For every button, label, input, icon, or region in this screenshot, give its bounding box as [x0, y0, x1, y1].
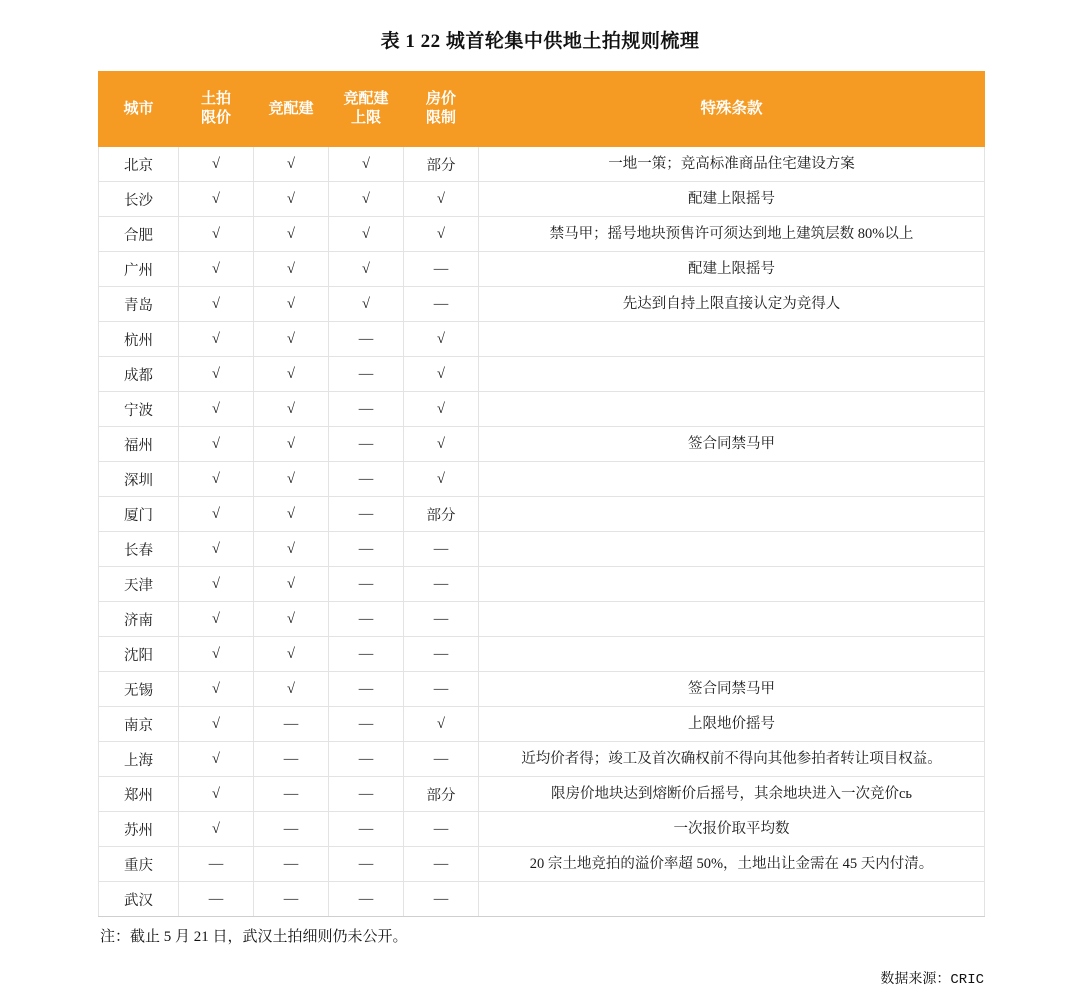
cell-house-price-limit: —: [404, 812, 479, 847]
cell-bid-build-cap: √: [329, 147, 404, 182]
cell-bid-build-cap: —: [329, 602, 404, 637]
cell-house-price-limit: √: [404, 322, 479, 357]
table-row: [99, 322, 985, 357]
cell-city: 天津: [99, 567, 179, 602]
table-note: 注：截止 5 月 21 日，武汉土拍细则仍未公开。: [100, 929, 408, 945]
cell-price-cap: √: [179, 217, 254, 252]
cell-city: 深圳: [99, 462, 179, 497]
cell-price-cap: √: [179, 392, 254, 427]
cell-city: 长沙: [99, 182, 179, 217]
cell-bid-build-cap: √: [329, 217, 404, 252]
cell-house-price-limit: √: [404, 357, 479, 392]
cell-price-cap: √: [179, 357, 254, 392]
table-header-row: [99, 72, 985, 147]
cell-bid-build-cap: —: [329, 637, 404, 672]
data-source: [0, 968, 984, 988]
cell-bid-build: —: [254, 707, 329, 742]
table-row: [99, 812, 985, 847]
cell-special-terms: 配建上限摇号: [479, 182, 985, 217]
cell-price-cap: √: [179, 672, 254, 707]
cell-special-terms: [479, 497, 985, 532]
cell-house-price-limit: —: [404, 532, 479, 567]
cell-bid-build-cap: —: [329, 812, 404, 847]
cell-price-cap: √: [179, 462, 254, 497]
table-row: [99, 532, 985, 567]
table-row: [99, 427, 985, 462]
cell-city: 重庆: [99, 847, 179, 882]
column-header-bid-build-cap: [329, 72, 404, 147]
cell-house-price-limit: —: [404, 672, 479, 707]
cell-special-terms: 一地一策；竞高标准商品住宅建设方案: [479, 147, 985, 182]
cell-bid-build: —: [254, 847, 329, 882]
cell-bid-build-cap: —: [329, 672, 404, 707]
cell-special-terms: 近均价者得；竣工及首次确权前不得向其他参拍者转让项目权益。: [479, 742, 985, 777]
cell-price-cap: √: [179, 567, 254, 602]
cell-price-cap: √: [179, 532, 254, 567]
column-header-house-price-line1: 房价: [425, 91, 456, 108]
cell-bid-build: √: [254, 567, 329, 602]
cell-special-terms: [479, 532, 985, 567]
cell-bid-build-cap: √: [329, 182, 404, 217]
cell-city: 福州: [99, 427, 179, 462]
cell-special-terms: 禁马甲；摇号地块预售许可须达到地上建筑层数 80%以上: [479, 217, 985, 252]
table-row: [99, 672, 985, 707]
table-row: [99, 357, 985, 392]
column-header-price-cap-line1: 土拍: [200, 91, 231, 108]
table-row: [99, 497, 985, 532]
table-row: [99, 882, 985, 917]
cell-bid-build: √: [254, 217, 329, 252]
cell-city: 武汉: [99, 882, 179, 917]
cell-price-cap: —: [179, 847, 254, 882]
cell-house-price-limit: —: [404, 882, 479, 917]
data-source-label: 数据来源：: [880, 972, 951, 987]
data-source-value: CRIC: [950, 972, 984, 988]
cell-city: 南京: [99, 707, 179, 742]
cell-price-cap: √: [179, 252, 254, 287]
cell-special-terms: [479, 882, 985, 917]
column-header-price-cap: [179, 72, 254, 147]
cell-price-cap: √: [179, 812, 254, 847]
cell-special-terms: 签合同禁马甲: [479, 427, 985, 462]
cell-bid-build: √: [254, 462, 329, 497]
cell-bid-build: √: [254, 602, 329, 637]
table-row: [99, 182, 985, 217]
cell-price-cap: √: [179, 427, 254, 462]
cell-house-price-limit: 部分: [404, 497, 479, 532]
cell-city: 郑州: [99, 777, 179, 812]
cell-bid-build: —: [254, 742, 329, 777]
cell-special-terms: [479, 462, 985, 497]
cell-bid-build-cap: —: [329, 707, 404, 742]
cell-special-terms: 限房价地块达到熔断价后摇号，其余地块进入一次竞价сь: [479, 777, 985, 812]
column-header-special-terms: 特殊条款: [479, 72, 985, 147]
cell-city: 苏州: [99, 812, 179, 847]
cell-bid-build: —: [254, 812, 329, 847]
cell-city: 宁波: [99, 392, 179, 427]
cell-house-price-limit: √: [404, 182, 479, 217]
table-row: [99, 147, 985, 182]
cell-bid-build: √: [254, 427, 329, 462]
cell-bid-build-cap: —: [329, 427, 404, 462]
cell-city: 杭州: [99, 322, 179, 357]
table-row: [99, 392, 985, 427]
cell-house-price-limit: √: [404, 217, 479, 252]
cell-city: 厦门: [99, 497, 179, 532]
table-row: [99, 847, 985, 882]
cell-price-cap: √: [179, 497, 254, 532]
cell-bid-build-cap: √: [329, 287, 404, 322]
column-header-bid-build-cap-line2: 上限: [350, 110, 381, 126]
cell-bid-build: √: [254, 497, 329, 532]
cell-special-terms: 上限地价摇号: [479, 707, 985, 742]
cell-price-cap: √: [179, 287, 254, 322]
cell-bid-build-cap: —: [329, 392, 404, 427]
cell-price-cap: √: [179, 602, 254, 637]
cell-bid-build: √: [254, 672, 329, 707]
cell-bid-build: √: [254, 357, 329, 392]
cell-city: 沈阳: [99, 637, 179, 672]
cell-special-terms: [479, 637, 985, 672]
cell-price-cap: √: [179, 637, 254, 672]
cell-house-price-limit: √: [404, 392, 479, 427]
cell-special-terms: 20 宗土地竞拍的溢价率超 50%，土地出让金需在 45 天内付清。: [479, 847, 985, 882]
cell-city: 长春: [99, 532, 179, 567]
cell-price-cap: √: [179, 182, 254, 217]
cell-bid-build: √: [254, 287, 329, 322]
cell-house-price-limit: √: [404, 462, 479, 497]
cell-special-terms: 先达到自持上限直接认定为竞得人: [479, 287, 985, 322]
cell-house-price-limit: —: [404, 847, 479, 882]
cell-house-price-limit: √: [404, 427, 479, 462]
cell-bid-build: √: [254, 392, 329, 427]
cell-bid-build: —: [254, 882, 329, 917]
table-row: [99, 602, 985, 637]
cell-bid-build-cap: —: [329, 847, 404, 882]
cell-bid-build-cap: —: [329, 322, 404, 357]
cell-city: 济南: [99, 602, 179, 637]
cell-bid-build: √: [254, 637, 329, 672]
cell-price-cap: √: [179, 147, 254, 182]
cell-special-terms: [479, 322, 985, 357]
cell-house-price-limit: —: [404, 567, 479, 602]
cell-special-terms: [479, 392, 985, 427]
cell-bid-build-cap: —: [329, 532, 404, 567]
table-row: [99, 462, 985, 497]
cell-house-price-limit: √: [404, 707, 479, 742]
column-header-house-price-line2: 限制: [425, 110, 456, 126]
cell-bid-build: √: [254, 147, 329, 182]
cell-city: 无锡: [99, 672, 179, 707]
cell-price-cap: √: [179, 742, 254, 777]
cell-bid-build-cap: —: [329, 882, 404, 917]
cell-city: 上海: [99, 742, 179, 777]
cell-bid-build-cap: —: [329, 497, 404, 532]
table-row: [99, 287, 985, 322]
column-header-city: 城市: [99, 72, 179, 147]
cell-special-terms: 签合同禁马甲: [479, 672, 985, 707]
cell-house-price-limit: —: [404, 602, 479, 637]
cell-special-terms: 一次报价取平均数: [479, 812, 985, 847]
cell-special-terms: [479, 357, 985, 392]
table-row: [99, 217, 985, 252]
cell-special-terms: [479, 602, 985, 637]
table-row: [99, 252, 985, 287]
cell-house-price-limit: —: [404, 252, 479, 287]
cell-bid-build-cap: —: [329, 567, 404, 602]
cell-city: 青岛: [99, 287, 179, 322]
cell-bid-build: √: [254, 532, 329, 567]
cell-price-cap: —: [179, 882, 254, 917]
cell-bid-build-cap: —: [329, 462, 404, 497]
column-header-house-price-limit: [404, 72, 479, 147]
cell-bid-build: √: [254, 252, 329, 287]
table-row: [99, 567, 985, 602]
column-header-price-cap-line2: 限价: [200, 110, 231, 126]
cell-house-price-limit: 部分: [404, 147, 479, 182]
cell-price-cap: √: [179, 707, 254, 742]
cell-bid-build: √: [254, 182, 329, 217]
table-row: [99, 777, 985, 812]
column-header-bid-build-cap-line1: 竞配建: [343, 91, 389, 108]
table-row: [99, 707, 985, 742]
table-body: [99, 147, 985, 917]
cell-house-price-limit: 部分: [404, 777, 479, 812]
cell-special-terms: [479, 567, 985, 602]
cell-special-terms: 配建上限摇号: [479, 252, 985, 287]
cell-price-cap: √: [179, 322, 254, 357]
cell-house-price-limit: —: [404, 637, 479, 672]
table-header: [99, 72, 985, 147]
cell-bid-build-cap: √: [329, 252, 404, 287]
cell-bid-build-cap: —: [329, 357, 404, 392]
cell-city: 合肥: [99, 217, 179, 252]
cell-house-price-limit: —: [404, 742, 479, 777]
cell-price-cap: √: [179, 777, 254, 812]
land-auction-rules-table: [98, 71, 985, 917]
cell-house-price-limit: —: [404, 287, 479, 322]
cell-bid-build: √: [254, 322, 329, 357]
table-container: [98, 71, 984, 917]
cell-bid-build: —: [254, 777, 329, 812]
table-row: [99, 742, 985, 777]
cell-city: 北京: [99, 147, 179, 182]
page-title: 表 1 22 城首轮集中供地土拍规则梳理: [380, 31, 700, 52]
column-header-bid-build: 竞配建: [254, 72, 329, 147]
cell-city: 广州: [99, 252, 179, 287]
cell-city: 成都: [99, 357, 179, 392]
cell-bid-build-cap: —: [329, 777, 404, 812]
table-row: [99, 637, 985, 672]
cell-bid-build-cap: —: [329, 742, 404, 777]
